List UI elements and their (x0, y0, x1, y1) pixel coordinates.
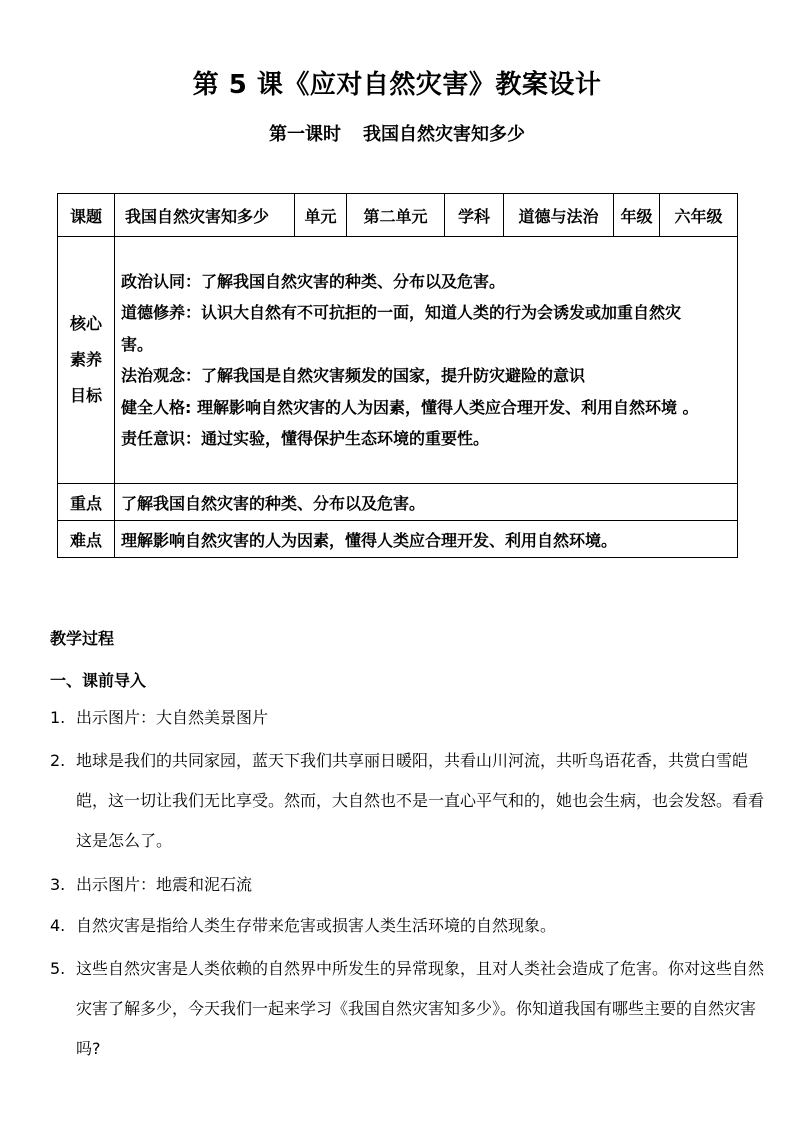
document-title: 第 5 课《应对自然灾害》教案设计 (192, 70, 602, 100)
subtitle-lesson: 第一课时 (269, 124, 341, 145)
core-literacy-content (115, 237, 738, 484)
list-item-number: 2. (50, 751, 66, 770)
list-item (50, 865, 770, 905)
list-item-number: 3. (50, 875, 66, 894)
cell-subject-label: 学科 (445, 194, 504, 237)
cell-unit-label: 单元 (295, 194, 347, 237)
document-subtitle (0, 120, 794, 146)
key-point-row (58, 484, 738, 521)
lesson-info-table (57, 193, 738, 558)
cell-grade-label: 年级 (614, 194, 660, 237)
core-literacy-row (58, 237, 738, 484)
core-label-line: 核心 (69, 314, 102, 333)
list-item-number: 5. (50, 959, 66, 978)
list-item-text: 出示图片：大自然美景图片 (76, 708, 269, 727)
key-point-text: 了解我国自然灾害的种类、分布以及危害。 (115, 484, 738, 521)
cell-unit-value: 第二单元 (347, 194, 445, 237)
list-item-number: 4. (50, 916, 66, 935)
subtitle-topic: 我国自然灾害知多少 (363, 124, 525, 145)
core-label-line: 素养 (69, 350, 102, 369)
core-line-moral: 道德修养：认识大自然有不可抗拒的一面，知道人类的行为会诱发或加重自然灾 (121, 303, 682, 322)
cell-subject-value: 道德与法治 (504, 194, 614, 237)
table-header-row (58, 194, 738, 237)
list-item (50, 906, 770, 946)
difficult-point-text: 理解影响自然灾害的人为因素，懂得人类应合理开发、利用自然环境。 (115, 521, 738, 558)
difficult-point-label: 难点 (58, 521, 115, 558)
core-line-personality: 健全人格: 理解影响自然灾害的人为因素，懂得人类应合理开发、利用自然环境 。 (121, 397, 699, 417)
core-label-line: 目标 (69, 386, 102, 405)
cell-topic-label: 课题 (58, 194, 115, 237)
cell-topic-value: 我国自然灾害知多少 (115, 194, 295, 237)
list-item-number: 1. (50, 708, 66, 727)
core-line-law: 法治观念：了解我国是自然灾害频发的国家，提升防灾避险的意识 (121, 366, 586, 385)
list-item-text: 自然灾害是指给人类生存带来危害或损害人类生活环境的自然现象。 (76, 916, 557, 935)
core-literacy-label (58, 237, 115, 484)
cell-grade-value: 六年级 (660, 194, 738, 237)
difficult-point-row (58, 521, 738, 558)
list-item-text: 这些自然灾害是人类依赖的自然界中所发生的异常现象，且对人类社会造成了危害。你对这些自然灾害了解多少，今天我们一起来学习《我国自然灾害知多少》。你知道我国有哪些主要的自然灾害吗? (76, 959, 765, 1058)
core-line-moral-cont: 害。 (121, 334, 154, 354)
list-item (50, 949, 770, 1069)
list-item-text: 出示图片：地震和泥石流 (76, 875, 253, 894)
section-intro-heading: 一、课前导入 (50, 671, 147, 690)
list-item (50, 741, 770, 861)
core-line-responsibility: 责任意识：通过实验，懂得保护生态环境的重要性。 (121, 429, 490, 448)
list-item-text: 地球是我们的共同家园，蓝天下我们共享丽日暖阳，共看山川河流，共听鸟语花香，共赏白雪皑皑，这一切让我们无比享受。然而，大自然也不是一直心平气和的，她也会生病，也会发怒。看看这是怎么了。 (76, 751, 765, 850)
list-item (50, 698, 770, 738)
core-line-political: 政治认同：了解我国自然灾害的种类、分布以及危害。 (121, 271, 506, 291)
process-heading: 教学过程 (50, 629, 115, 648)
key-point-label: 重点 (58, 484, 115, 521)
